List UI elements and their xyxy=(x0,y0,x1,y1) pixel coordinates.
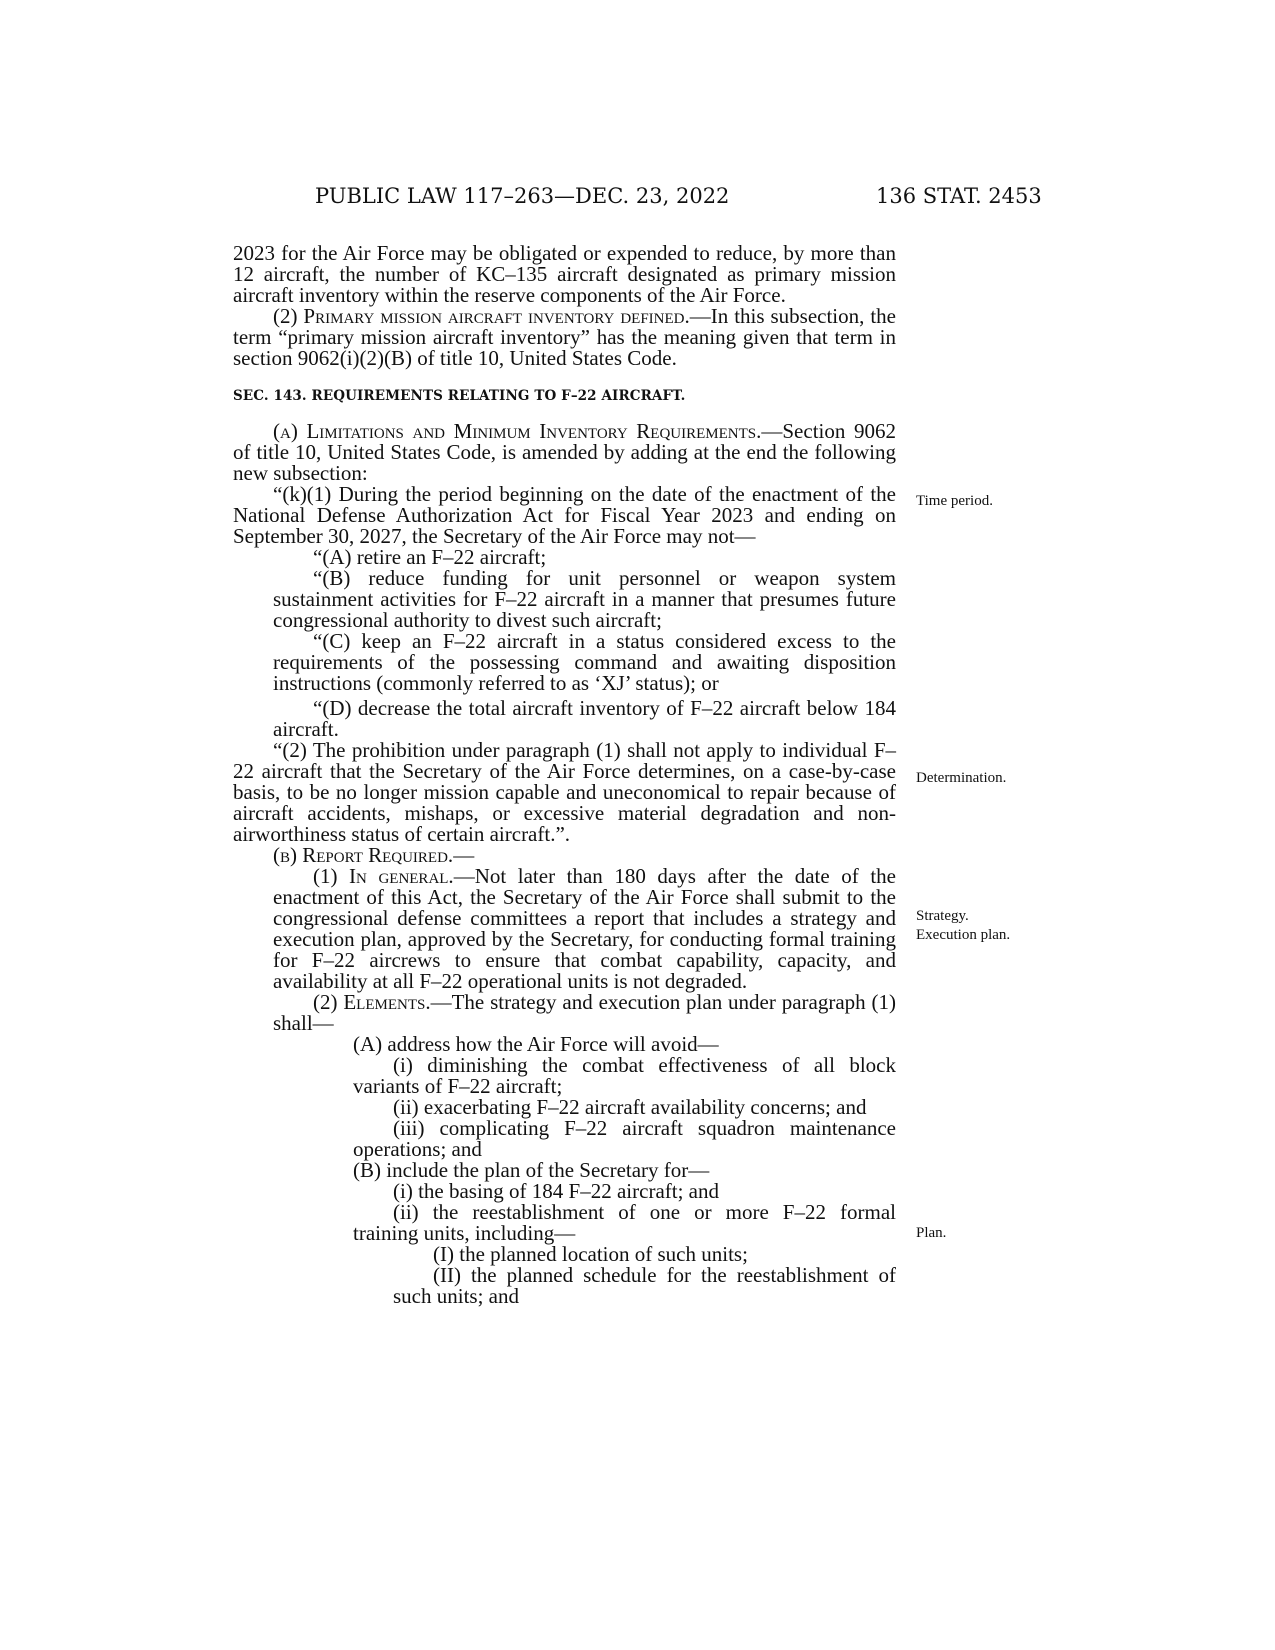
clause-k-b: “(B) reduce funding for unit personnel or weapon system sustainment activities for F–22 aircraft in a manner that presumes future congressional authority to divest such aircraft; xyxy=(273,566,896,632)
document-body xyxy=(233,243,896,1307)
margin-note-plan: Plan. xyxy=(916,1225,947,1241)
clause-b2-a-i: (i) diminishing the combat effectiveness of all block variants of F–22 aircraft; xyxy=(353,1053,896,1098)
paragraph-text: —In this subsection, the term “primary mission aircraft inventory” has the meaning given that term in section 9062(i)(2)(B) of title 10, United States Code. xyxy=(233,304,896,370)
subsection-a xyxy=(233,421,896,484)
paragraph-heading: (2) Elements. xyxy=(313,990,431,1014)
clause-b2-b-ii: (ii) the reestablishment of one or more F–22 formal training units, including— xyxy=(353,1200,896,1245)
paragraph-heading: (2) Primary mission aircraft inventory defined. xyxy=(273,304,690,328)
clause-text: “(A) retire an F–22 aircraft; xyxy=(313,545,547,569)
margin-note-execution-plan: Execution plan. xyxy=(916,927,1011,943)
subsection-text: —Section 9062 of title 10, United States Code, is amended by adding at the end the following new subsection: xyxy=(233,419,896,485)
paragraph-text: —Not later than 180 days after the date of the enactment of this Act, the Secretary of the Air Force shall submit to the congressional defense committees a report that includes a strategy and execution plan, approved by the Secretary, for conducting formal training for F–22 aircrews to ensure that combat capability, capacity, and availability at all F–22 operational units is not degraded. xyxy=(273,864,896,993)
subsection-b xyxy=(233,845,896,866)
subparagraph-b2-b: (B) include the plan of the Secretary for— xyxy=(353,1158,710,1182)
subsection-heading: (a) Limitations and Minimum Inventory Requirements. xyxy=(273,419,762,443)
subclause-b2-b-ii-ii: (II) the planned schedule for the reestablishment of such units; and xyxy=(393,1263,896,1308)
margin-note-strategy-label: Strategy. xyxy=(916,908,969,924)
section-heading: SEC. 143. REQUIREMENTS RELATING TO F–22 AIRCRAFT. xyxy=(233,388,686,404)
paragraph-b1 xyxy=(233,866,896,992)
paragraph-heading: (1) In general. xyxy=(313,864,454,888)
subsection-heading: (b) Report Required. xyxy=(273,843,454,867)
subclause-b2-b-ii-i: (I) the planned location of such units; xyxy=(433,1242,748,1266)
clause-b2-b-i: (i) the basing of 184 F–22 aircraft; and xyxy=(393,1179,719,1203)
public-law-title: PUBLIC LAW 117–263—DEC. 23, 2022 xyxy=(315,184,730,208)
page-header xyxy=(0,180,1275,214)
clause-k-c: “(C) keep an F–22 aircraft in a status considered excess to the requirements of the possessing command and awaiting disposition instructions (commonly referred to as ‘XJ’ status); or xyxy=(273,629,896,695)
paragraph-continuation: 2023 for the Air Force may be obligated or expended to reduce, by more than 12 aircraft, the number of KC–135 aircraft designated as primary mission aircraft inventory within the reserve components of the Air Force. xyxy=(233,241,896,307)
paragraph-k2: “(2) The prohibition under paragraph (1) shall not apply to individual F–22 aircraft that the Secretary of the Air Force determines, on a case-by-case basis, to be no longer mission capable and uneconomical to repair because of aircraft accidents, mishaps, or excessive material degradation and non-airworthiness status of certain aircraft.”. xyxy=(233,738,896,846)
margin-note-strategy xyxy=(916,907,1010,945)
statute-page-number: 136 STAT. 2453 xyxy=(876,184,1042,208)
clause-k-a xyxy=(233,547,896,568)
margin-note-determination: Determination. xyxy=(916,770,1007,786)
subparagraph-b2-a: (A) address how the Air Force will avoid— xyxy=(353,1032,719,1056)
paragraph-text: —The strategy and execution plan under paragraph (1) shall— xyxy=(273,990,896,1035)
clause-k-d: “(D) decrease the total aircraft inventory of F–22 aircraft below 184 aircraft. xyxy=(273,696,896,741)
paragraph-k1: “(k)(1) During the period beginning on the date of the enactment of the National Defense Authorization Act for Fiscal Year 2023 and ending on September 30, 2027, the Secretary of the Air Force may not— xyxy=(233,482,896,548)
margin-note-time-period: Time period. xyxy=(916,493,993,509)
clause-b2-a-iii: (iii) complicating F–22 aircraft squadron maintenance operations; and xyxy=(353,1116,896,1161)
subsection-text: — xyxy=(453,843,475,867)
clause-b2-a-ii: (ii) exacerbating F–22 aircraft availability concerns; and xyxy=(393,1095,867,1119)
paragraph-b2 xyxy=(233,992,896,1034)
paragraph-primary-mission-defined xyxy=(233,306,896,369)
